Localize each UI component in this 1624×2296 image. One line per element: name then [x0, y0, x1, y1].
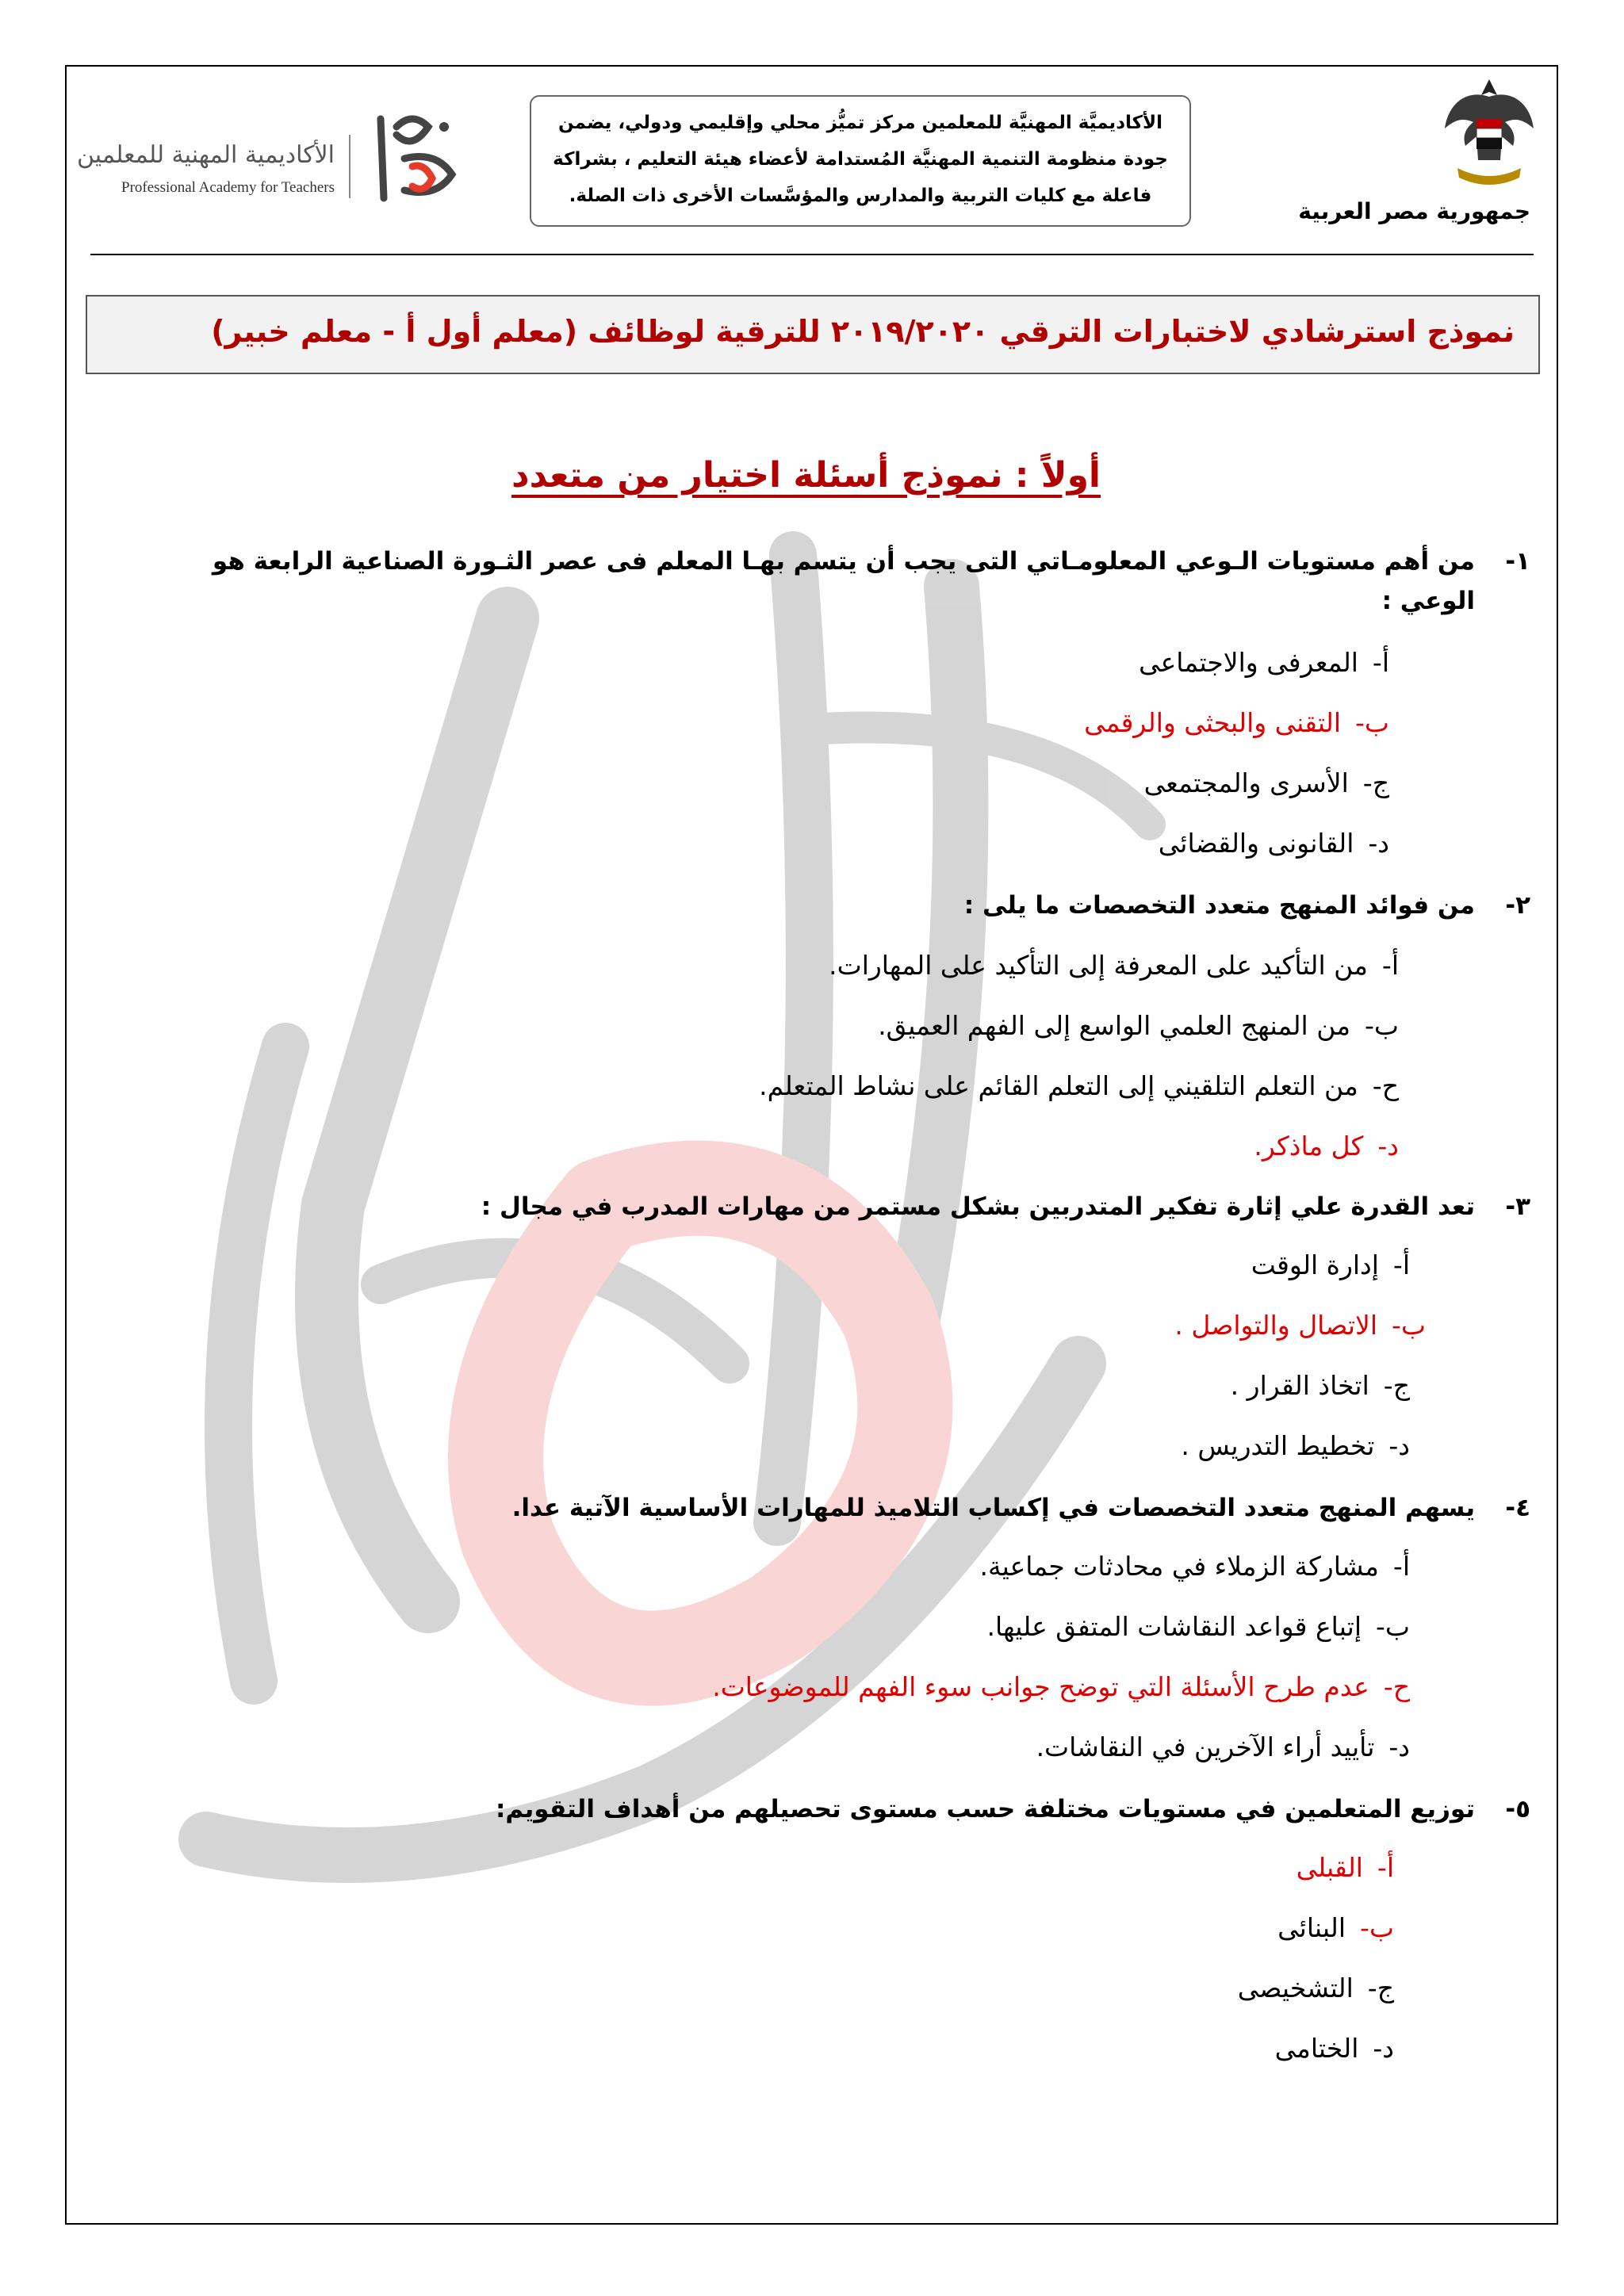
question-1-number: ١-	[1505, 547, 1530, 576]
option-text: المعرفى والاجتماعى	[1139, 647, 1358, 678]
q1-option-c	[1144, 767, 1389, 798]
q2-option-b	[878, 1010, 1399, 1041]
academy-line-1: الأكاديميَّة المهنيَّة للمعلمين مركز تميُّز محلي وإقليمي ودولي، يضمن	[557, 113, 1163, 133]
logo-english-name: Professional Academy for Teachers	[121, 179, 335, 196]
option-text: الاتصال والتواصل .	[1174, 1310, 1378, 1341]
option-text: من التأكيد على المعرفة إلى التأكيد على المهارات.	[829, 950, 1368, 981]
question-5-number: ٥-	[1505, 1795, 1530, 1823]
logo-divider	[349, 135, 350, 198]
option-letter: د-	[1368, 828, 1389, 859]
academy-statement	[530, 95, 1191, 227]
option-text: التقنى والبحثى والرقمى	[1084, 707, 1342, 738]
option-letter: أ-	[1392, 1551, 1410, 1582]
q4-option-a	[979, 1551, 1410, 1582]
option-text: إدارة الوقت	[1251, 1249, 1379, 1280]
option-text: القانونى والقضائى	[1158, 828, 1354, 859]
q4-option-d	[1036, 1732, 1410, 1762]
teacher-calligraphy-logo-icon	[357, 103, 476, 214]
logo-arabic-name: الأكاديمية المهنية للمعلمين	[76, 141, 335, 169]
header-divider	[90, 254, 1534, 255]
option-letter: أ-	[1372, 647, 1389, 678]
option-text: الأسرى والمجتمعى	[1143, 767, 1349, 798]
option-letter: أ-	[1392, 1249, 1410, 1280]
q4-option-b	[986, 1611, 1410, 1642]
question-2-text: من فوائد المنهج متعدد التخصصات ما يلى :	[963, 891, 1475, 920]
question-3-number: ٣-	[1505, 1192, 1530, 1221]
option-letter: د-	[1377, 1131, 1399, 1161]
option-text: تخطيط التدريس .	[1181, 1430, 1375, 1461]
option-text: اتخاذ القرار .	[1230, 1370, 1369, 1401]
option-text: الختامى	[1274, 2033, 1359, 2064]
academy-line-3: فاعلة مع كليات التربية والمدارس والمؤسَّسات الأخرى ذات الصلة.	[569, 186, 1152, 206]
q2-option-a	[829, 950, 1399, 981]
academy-logo	[76, 103, 476, 214]
eagle-emblem-icon	[1442, 73, 1537, 200]
option-letter: أ-	[1377, 1852, 1394, 1883]
option-letter: ب-	[1365, 1010, 1399, 1041]
q2-option-c	[759, 1070, 1399, 1101]
academy-line-2: جودة منظومة التنمية المهنيَّة المُستدامة لأعضاء هيئة التعليم ، بشراكة	[553, 149, 1168, 170]
q2-option-d-correct	[1254, 1131, 1399, 1161]
option-letter: د-	[1373, 2033, 1394, 2064]
option-letter: ج-	[1362, 767, 1389, 798]
option-letter: ج-	[1383, 1370, 1410, 1401]
option-letter: ح-	[1372, 1070, 1399, 1101]
option-text: البنائى	[1277, 1912, 1346, 1943]
option-letter: ب-	[1376, 1611, 1410, 1642]
option-text: القبلى	[1296, 1852, 1363, 1883]
q3-option-c	[1231, 1370, 1410, 1401]
q1-option-a	[1139, 647, 1389, 678]
question-5-text: توزيع المتعلمين في مستويات مختلفة حسب مستوى تحصيلهم من أهداف التقويم:	[495, 1795, 1475, 1823]
q3-option-a	[1251, 1249, 1410, 1280]
option-letter: ج-	[1367, 1973, 1394, 2003]
option-text: كل ماذكر.	[1254, 1131, 1364, 1161]
option-letter: ب-	[1392, 1310, 1426, 1341]
page-title: نموذج استرشادي لاختبارات الترقي ٢٠١٩/٢٠٢٠ للترقية لوظائف (معلم أول أ - معلم خبير)	[211, 314, 1515, 349]
q5-option-a-correct	[1297, 1852, 1394, 1883]
q1-option-d	[1159, 828, 1389, 859]
option-letter: ب-	[1360, 1912, 1394, 1943]
option-letter: د-	[1388, 1732, 1410, 1762]
question-1-text-line-2: الوعي :	[1381, 587, 1475, 615]
question-2-number: ٢-	[1505, 891, 1530, 920]
question-4-text: يسهم المنهج متعدد التخصصات في إكساب التلاميذ للمهارات الأساسية الآتية عدا.	[511, 1494, 1475, 1522]
option-letter: د-	[1388, 1430, 1410, 1461]
q1-option-b-correct	[1084, 707, 1389, 738]
q3-option-b-correct	[1174, 1310, 1426, 1341]
option-letter: ب-	[1355, 707, 1389, 738]
option-text: عدم طرح الأسئلة التي توضح جوانب سوء الفهم للموضوعات.	[712, 1671, 1369, 1702]
option-text: إتباع قواعد النقاشات المتفق عليها.	[986, 1611, 1362, 1642]
option-letter: ح-	[1383, 1671, 1410, 1702]
q5-option-b	[1277, 1912, 1394, 1943]
section-heading: أولاً : نموذج أسئلة اختيار من متعدد	[511, 455, 1101, 496]
q5-option-d	[1275, 2033, 1394, 2064]
option-text: تأييد أراء الآخرين في النقاشات.	[1036, 1732, 1375, 1762]
question-1-text-line-1: من أهم مستويات الـوعي المعلومـاتي التى يجب أن يتسم بهـا المعلم فى عصر الثـورة الصناعية الرابعة هو	[212, 547, 1475, 576]
option-text: من المنهج العلمي الواسع إلى الفهم العميق.	[878, 1010, 1351, 1041]
question-4-number: ٤-	[1505, 1494, 1530, 1522]
title-box	[86, 295, 1540, 374]
option-text: التشخيصى	[1237, 1973, 1354, 2003]
option-letter: أ-	[1381, 950, 1399, 981]
country-name: جمهورية مصر العربية	[1298, 198, 1530, 224]
question-3-text: تعد القدرة علي إثارة تفكير المتدربين بشكل مستمر من مهارات المدرب في مجال :	[481, 1192, 1475, 1221]
q5-option-c	[1238, 1973, 1394, 2003]
q4-option-c-correct	[712, 1671, 1410, 1702]
option-text: مشاركة الزملاء في محادثات جماعية.	[979, 1551, 1379, 1582]
option-text: من التعلم التلقيني إلى التعلم القائم على نشاط المتعلم.	[759, 1070, 1358, 1101]
q3-option-d	[1181, 1430, 1410, 1461]
